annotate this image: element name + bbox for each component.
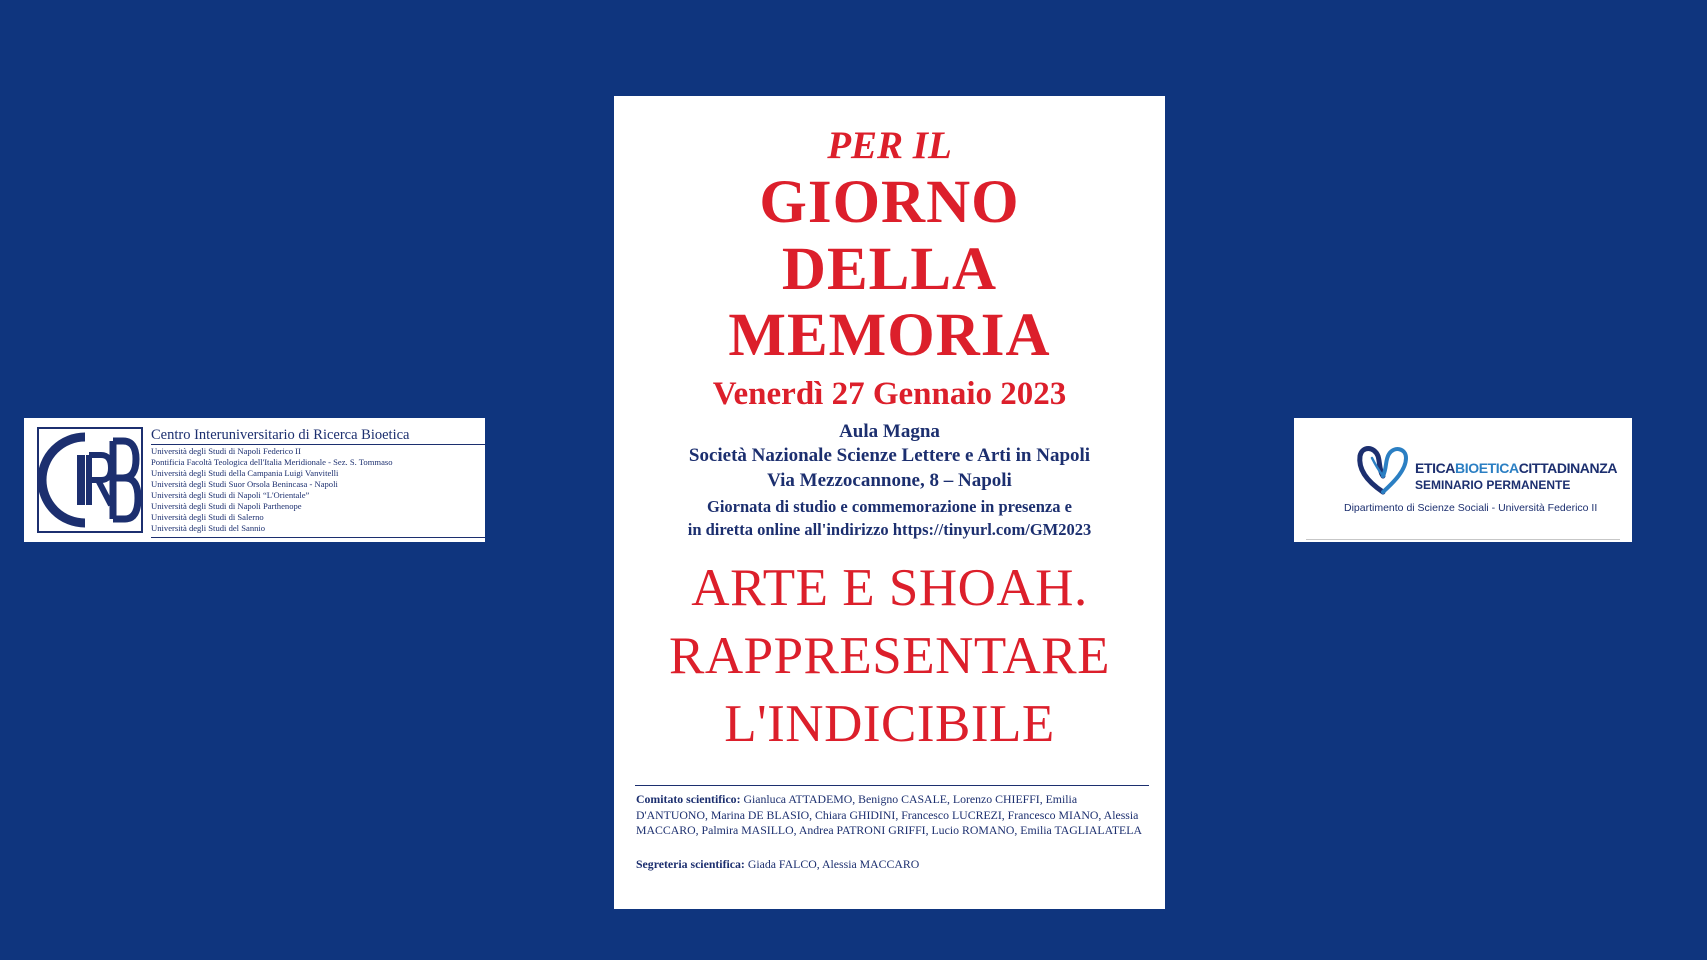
cirb-member: Università degli Studi di Salerno xyxy=(151,512,264,522)
venue-address: Via Mezzocannone, 8 – Napoli xyxy=(767,470,1012,491)
cirb-member: Università degli Studi di Napoli Federico II xyxy=(151,446,301,456)
scientific-secretariat xyxy=(636,857,919,873)
cirb-member: Università degli Studi del Sannio xyxy=(151,523,266,533)
scientific-committee xyxy=(636,792,1146,839)
event-poster xyxy=(614,96,1165,909)
cirb-logo xyxy=(24,418,485,542)
cirb-member-list xyxy=(151,446,393,534)
cirb-member: Pontificia Facoltà Teologica dell'Italia Meridionale - Sez. S. Tommaso xyxy=(151,457,393,467)
poster-title-line1: GIORNO xyxy=(759,169,1020,236)
cirb-mark-icon xyxy=(39,429,141,531)
theme-line3: L'INDICIBILE xyxy=(724,695,1055,753)
theme-line1: ARTE E SHOAH. xyxy=(691,559,1088,617)
event-date: Venerdì 27 Gennaio 2023 xyxy=(712,376,1067,412)
cirb-member: Università degli Studi Suor Orsola Benincasa - Napoli xyxy=(151,479,338,489)
heart-ribbon-icon xyxy=(1354,442,1412,498)
theme-line2: RAPPRESENTARE xyxy=(668,627,1111,685)
cirb-title-rule xyxy=(151,444,485,445)
event-description-line1: Giornata di studio e commemorazione in presenza e xyxy=(707,497,1072,516)
committee-members: Gianluca ATTADEMO, Benigno CASALE, Lorenzo CHIEFFI, Emilia D'ANTUONO, Marina DE BLASIO, Chiara GHIDINI, Francesco LUCREZI, Francesco MIANO, Alessia MACCARO, Palmira MASILLO, Andrea PATRONI GRIFFI, Lucio ROMANO, Emilia TAGLIALATELA xyxy=(636,792,1142,838)
ebc-bottom-rule xyxy=(1306,539,1620,540)
secretariat-members: Giada FALCO, Alessia MACCARO xyxy=(747,857,920,871)
poster-pre-title: PER IL xyxy=(827,124,952,167)
credits-divider xyxy=(635,785,1149,786)
cirb-member: Università degli Studi di Napoli Parthenope xyxy=(151,501,302,511)
cirb-title: Centro Interuniversitario di Ricerca Bioetica xyxy=(151,427,410,443)
cirb-bottom-rule xyxy=(151,537,485,538)
secretariat-label: Segreteria scientifica: xyxy=(636,857,745,871)
poster-title-line3: MEMORIA xyxy=(728,302,1051,369)
poster-title-line2: DELLA xyxy=(781,236,998,303)
cirb-member: Università degli Studi di Napoli “L'Orientale” xyxy=(151,490,310,500)
venue-name: Società Nazionale Scienze Lettere e Arti in Napoli xyxy=(688,445,1091,466)
ebc-title-part1: ETICA xyxy=(1415,460,1456,476)
ebc-subtitle: SEMINARIO PERMANENTE xyxy=(1415,478,1571,492)
cirb-member: Università degli Studi della Campania Luigi Vanvitelli xyxy=(151,468,339,478)
ebc-department: Dipartimento di Scienze Sociali - Università Federico II xyxy=(1344,502,1598,514)
cirb-emblem xyxy=(37,427,143,533)
event-description-line2: in diretta online all'indirizzo https://tinyurl.com/GM2023 xyxy=(687,520,1092,539)
ebc-title-part3: CITTADINANZA xyxy=(1518,460,1618,476)
ebc-title-part2: BIOETICA xyxy=(1455,460,1519,476)
etica-bioetica-cittadinanza-logo xyxy=(1294,418,1632,542)
ebc-title xyxy=(1415,460,1617,476)
venue-room: Aula Magna xyxy=(839,421,940,442)
committee-label: Comitato scientifico: xyxy=(636,792,741,806)
